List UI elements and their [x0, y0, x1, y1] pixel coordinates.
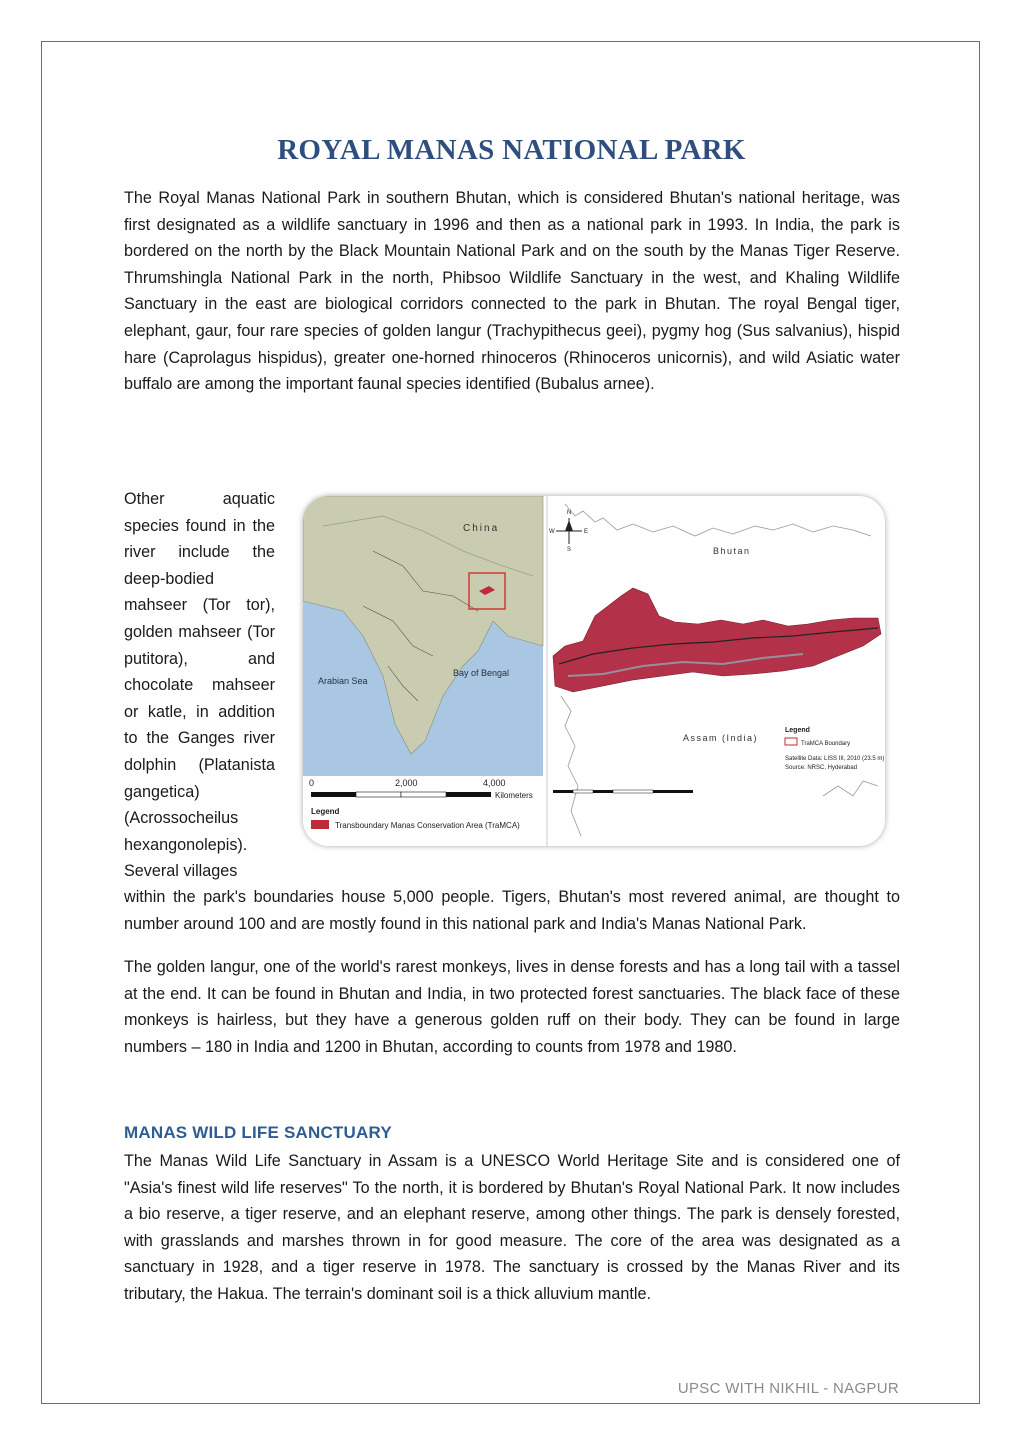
bhutan-boundary-line — [565, 504, 871, 536]
tramca-map-figure — [303, 496, 885, 846]
scale-bar-segment — [401, 792, 446, 797]
aquatic-species-paragraph: Other aquatic species found in the river include the deep-bodied mahseer (Tor tor), golden mahseer (Tor putitora), and chocolate mahseer or katle, in addition to the Ganges river dolphin (Platanista gangetica) (Acrossocheilus hexangonolepis). Several villages — [124, 490, 275, 881]
compass-w: W — [549, 529, 555, 535]
assam-label: Assam (India) — [683, 733, 759, 743]
scale-bar-segment — [356, 792, 401, 797]
right-legend-item: TraMCA Boundary — [801, 741, 851, 747]
right-scale-segment — [573, 790, 593, 793]
assam-boundary-line — [823, 781, 878, 796]
scale-2000: 2,000 — [395, 778, 418, 788]
section-heading: MANAS WILD LIFE SANCTUARY — [124, 1123, 392, 1142]
arabian-sea-label: Arabian Sea — [318, 676, 368, 686]
left-legend-item: Transboundary Manas Conservation Area (TraMCA) — [335, 821, 520, 830]
scale-bar-segment — [446, 792, 491, 797]
compass-e: E — [584, 529, 589, 535]
right-scale-segment — [553, 790, 573, 793]
china-label: China — [463, 523, 500, 534]
scale-4000: 4,000 — [483, 778, 506, 788]
population-paragraph: within the park's boundaries house 5,000 people. Tigers, Bhutan's most revered animal, are thought to number around 100 and are mostly found in this national park and India's Manas National Park. — [124, 888, 900, 933]
tramca-satellite-map — [549, 504, 884, 836]
right-legend-title: Legend — [785, 727, 810, 734]
manas-sanctuary-paragraph: The Manas Wild Life Sanctuary in Assam is a UNESCO World Heritage Site and is considered one of "Asia's finest wild life reserves" To the north, it is bordered by Bhutan's Royal National Park. It now includes a bio reserve, a tiger reserve, and an elephant reserve, among other things. The park is densely forested, with grasslands and marshes thrown in for good measure. The core of the area was designated as a sanctuary in 1928, and a tiger reserve in 1978. The sanctuary is crossed by the Manas River and its tributary, the Hakua. The terrain's dominant soil is a thick alluvium mantle. — [124, 1152, 900, 1303]
intro-paragraph: The Royal Manas National Park in southern Bhutan, which is considered Bhutan's national heritage, was first designated as a wildlife sanctuary in 1996 and then as a national park in 1993. In India, the park is bordered on the north by the Black Mountain National Park and on the south by the Manas Tiger Reserve. Thrumshingla National Park in the north, Phibsoo Wildlife Sanctuary in the west, and Khaling Wildlife Sanctuary in the east are biological corridors connected to the park in Bhutan. The royal Bengal tiger, elephant, gaur, four rare species of golden langur (Trachypithecus geei), pygmy hog (Sus salvanius), hispid hare (Caprolagus hispidus), greater one-horned rhinoceros (Rhinoceros unicornis), and wild Asiatic water buffalo are among the important faunal species identified (Bubalus arnee). — [124, 189, 900, 394]
page-footer: UPSC WITH NIKHIL - NAGPUR — [677, 1380, 899, 1397]
golden-langur-paragraph: The golden langur, one of the world's rarest monkeys, lives in dense forests and has a long tail with a tassel at the end. It can be found in Bhutan and India, in two protected forest sanctuaries. The black face of these monkeys is hairless, but they have a generous golden ruff on their body. They can be found in large numbers – 180 in India and 1200 in Bhutan, according to counts from 1978 and 1980. — [124, 958, 900, 1056]
scale-unit: Kilometers — [495, 791, 533, 800]
bay-of-bengal-label: Bay of Bengal — [453, 668, 510, 678]
satellite-info: Satellite Data: LISS III, 2010 (23.5 m) — [785, 756, 885, 762]
north-arrow-icon — [549, 510, 588, 553]
right-legend-swatch — [785, 738, 797, 745]
left-legend-swatch — [311, 820, 329, 829]
page-title: ROYAL MANAS NATIONAL PARK — [277, 134, 746, 166]
assam-boundary-line — [561, 696, 581, 836]
right-scale-segment — [653, 790, 693, 793]
scale-bar-segment — [311, 792, 356, 797]
bhutan-label: Bhutan — [713, 546, 751, 556]
tramca-map-svg — [303, 496, 885, 846]
compass-s: S — [567, 547, 572, 553]
source-info: Source: NRSC, Hyderabad — [785, 765, 858, 771]
forest-red-area — [553, 588, 881, 692]
left-legend-title: Legend — [311, 807, 340, 816]
right-scale-segment — [593, 790, 613, 793]
scale-0: 0 — [309, 778, 315, 788]
india-location-map — [303, 496, 543, 846]
right-scale-segment — [613, 790, 653, 793]
compass-n: N — [567, 510, 572, 516]
